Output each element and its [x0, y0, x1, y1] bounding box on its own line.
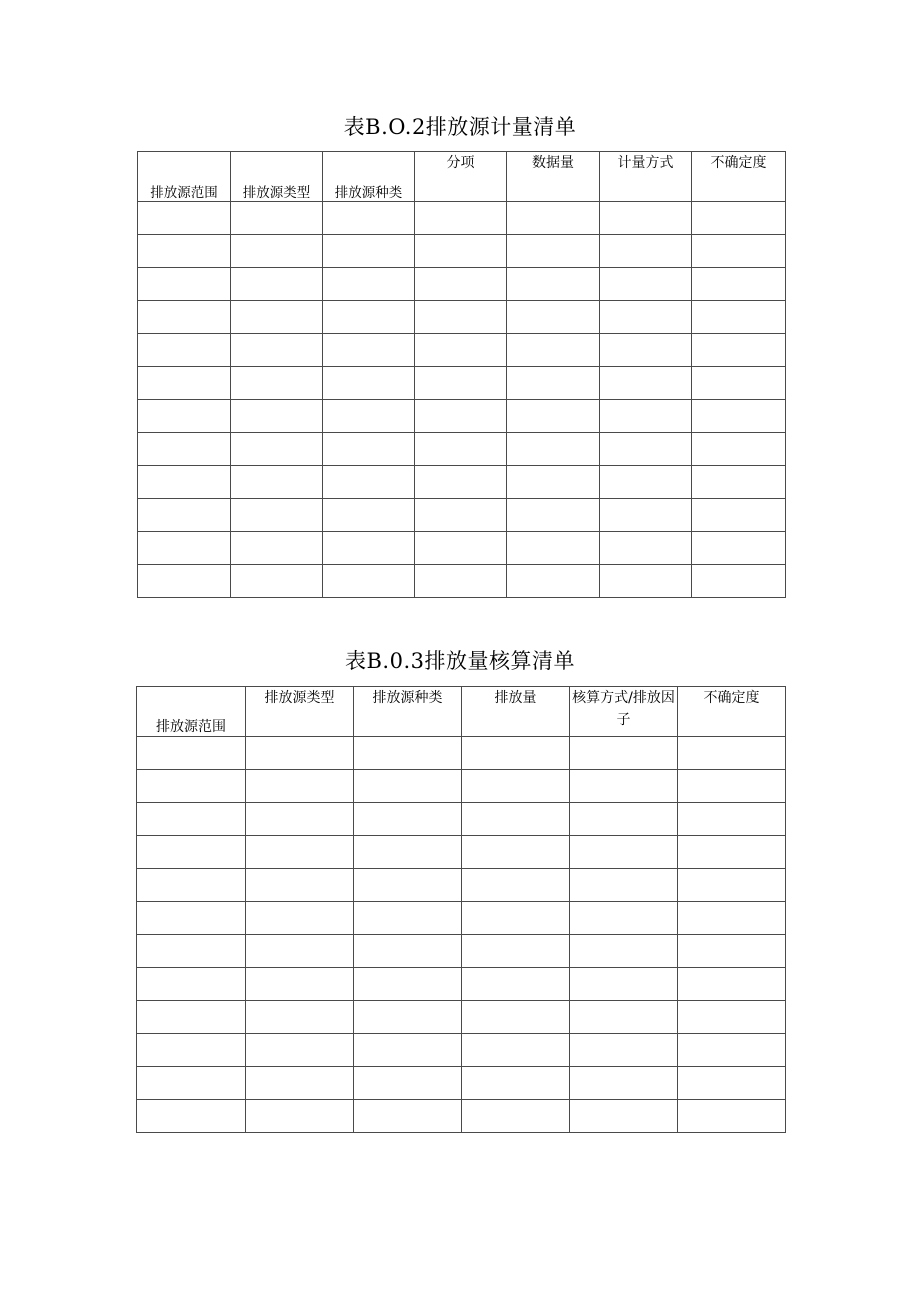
table-1-cell[interactable] — [600, 400, 692, 433]
table-2-cell[interactable] — [678, 968, 786, 1001]
table-2-cell[interactable] — [137, 1001, 246, 1034]
table-2-cell[interactable] — [678, 869, 786, 902]
table-2-cell[interactable] — [137, 737, 246, 770]
table-1-cell[interactable] — [323, 499, 415, 532]
table-2-cell[interactable] — [246, 1034, 354, 1067]
table-1-row — [138, 466, 786, 499]
table-2-cell[interactable] — [462, 902, 570, 935]
table-1-cell[interactable] — [231, 235, 323, 268]
table-1-cell[interactable] — [138, 433, 231, 466]
table-1-cell[interactable] — [415, 334, 507, 367]
table-2-cell[interactable] — [246, 737, 354, 770]
table-1-cell[interactable] — [231, 268, 323, 301]
table-1-cell[interactable] — [323, 433, 415, 466]
table-1-cell[interactable] — [415, 499, 507, 532]
table-2-cell[interactable] — [570, 1034, 678, 1067]
table-1-cell[interactable] — [231, 433, 323, 466]
table-2-cell[interactable] — [354, 1067, 462, 1100]
table-2-row — [137, 836, 786, 869]
table-1-cell[interactable] — [600, 532, 692, 565]
table-1-cell[interactable] — [231, 367, 323, 400]
table-1-row — [138, 268, 786, 301]
table-1-cell[interactable] — [415, 400, 507, 433]
table-1-cell[interactable] — [600, 235, 692, 268]
table-2-header-cell: 排放源范围 — [137, 687, 246, 737]
table-1-cell[interactable] — [600, 433, 692, 466]
table-1-header-cell: 分项 — [415, 152, 507, 202]
table-1-caption: 表B.O.2排放源计量清单 — [343, 115, 577, 139]
table-1-cell[interactable] — [507, 202, 600, 235]
table-2-cell[interactable] — [246, 968, 354, 1001]
table-1-cell[interactable] — [138, 532, 231, 565]
emission-source-metering-table — [137, 151, 786, 598]
table-1-row — [138, 202, 786, 235]
table-1-cell[interactable] — [600, 334, 692, 367]
table-1-row — [138, 565, 786, 598]
table-2-cell[interactable] — [354, 1001, 462, 1034]
table-2-cell[interactable] — [354, 1034, 462, 1067]
table-1-header-cell: 数据量 — [507, 152, 600, 202]
table-2-cell[interactable] — [570, 737, 678, 770]
table-2-cell[interactable] — [354, 803, 462, 836]
table-2-cell[interactable] — [354, 737, 462, 770]
table-1-cell[interactable] — [231, 532, 323, 565]
table-1-cell[interactable] — [692, 334, 786, 367]
table-1-cell[interactable] — [323, 202, 415, 235]
table-1-cell[interactable] — [415, 367, 507, 400]
table-1-cell[interactable] — [231, 202, 323, 235]
table-1-cell[interactable] — [138, 400, 231, 433]
table-1-cell[interactable] — [415, 532, 507, 565]
table-2-header-cell: 不确定度 — [678, 687, 786, 737]
table-2-cell[interactable] — [462, 770, 570, 803]
table-2-cell[interactable] — [137, 1034, 246, 1067]
table-2-cell[interactable] — [462, 836, 570, 869]
table-1-row — [138, 433, 786, 466]
table-2-cell[interactable] — [678, 836, 786, 869]
table-2-cell[interactable] — [570, 803, 678, 836]
table-1-row — [138, 367, 786, 400]
table-2-cell[interactable] — [462, 968, 570, 1001]
table-2-cell[interactable] — [678, 902, 786, 935]
table-2-cell[interactable] — [462, 1034, 570, 1067]
table-2-cell[interactable] — [570, 770, 678, 803]
table-2-cell[interactable] — [570, 968, 678, 1001]
table-2-cell[interactable] — [354, 1100, 462, 1133]
table-2-cell[interactable] — [462, 935, 570, 968]
table-1-body — [138, 202, 786, 598]
table-2-row — [137, 1100, 786, 1133]
table-2-header-cell: 排放源类型 — [246, 687, 354, 737]
table-1-cell[interactable] — [692, 433, 786, 466]
table-2-cell[interactable] — [246, 1100, 354, 1133]
table-1-cell[interactable] — [692, 202, 786, 235]
table-1-cell[interactable] — [323, 565, 415, 598]
table-2-cell[interactable] — [570, 1067, 678, 1100]
table-2-cell[interactable] — [246, 770, 354, 803]
table-2-row — [137, 803, 786, 836]
table-2-header-cell: 核算方式/排放因子 — [570, 687, 678, 737]
table-1-cell[interactable] — [692, 532, 786, 565]
table-1-header-cell: 计量方式 — [600, 152, 692, 202]
table-1-cell[interactable] — [231, 400, 323, 433]
table-2-header-row — [137, 687, 786, 737]
table-2-cell[interactable] — [354, 770, 462, 803]
table-2-cell[interactable] — [246, 1067, 354, 1100]
table-2-row — [137, 968, 786, 1001]
table-1-cell[interactable] — [692, 301, 786, 334]
table-2-cell[interactable] — [246, 1001, 354, 1034]
table-1-header-cell: 排放源类型 — [231, 152, 323, 202]
table-2-cell[interactable] — [678, 935, 786, 968]
table-1-cell[interactable] — [323, 334, 415, 367]
table-2-cell[interactable] — [678, 1067, 786, 1100]
table-1-cell[interactable] — [507, 367, 600, 400]
table-2-cell[interactable] — [354, 935, 462, 968]
table-1-cell[interactable] — [600, 499, 692, 532]
table-2-cell[interactable] — [137, 1067, 246, 1100]
table-1-header-cell: 排放源范围 — [138, 152, 231, 202]
table-1-cell[interactable] — [323, 367, 415, 400]
table-2-cell[interactable] — [246, 836, 354, 869]
table-1-cell[interactable] — [231, 334, 323, 367]
table-1-cell[interactable] — [323, 400, 415, 433]
table-2-row — [137, 1001, 786, 1034]
table-2-cell[interactable] — [137, 869, 246, 902]
table-1-row — [138, 235, 786, 268]
table-2-cell[interactable] — [462, 803, 570, 836]
table-2-row — [137, 869, 786, 902]
table-1-cell[interactable] — [692, 235, 786, 268]
table-2-cell[interactable] — [570, 935, 678, 968]
table-1-cell[interactable] — [600, 268, 692, 301]
table-1-cell[interactable] — [323, 532, 415, 565]
table-2-cell[interactable] — [678, 770, 786, 803]
table-2-cell[interactable] — [137, 902, 246, 935]
table-1-cell[interactable] — [507, 433, 600, 466]
table-2-cell[interactable] — [462, 1067, 570, 1100]
table-1-cell[interactable] — [415, 268, 507, 301]
table-1-cell[interactable] — [507, 268, 600, 301]
table-1-cell[interactable] — [323, 235, 415, 268]
table-2-cell[interactable] — [137, 968, 246, 1001]
table-2-header-cell: 排放量 — [462, 687, 570, 737]
table-2-cell[interactable] — [354, 968, 462, 1001]
table-2-cell[interactable] — [678, 1100, 786, 1133]
table-1-cell[interactable] — [692, 400, 786, 433]
table-1-cell[interactable] — [231, 499, 323, 532]
table-1-cell[interactable] — [415, 466, 507, 499]
table-1-cell[interactable] — [692, 499, 786, 532]
table-2-cell[interactable] — [137, 935, 246, 968]
table-2-cell[interactable] — [137, 770, 246, 803]
table-1-cell[interactable] — [507, 466, 600, 499]
table-1-cell[interactable] — [600, 301, 692, 334]
table-1-cell[interactable] — [507, 301, 600, 334]
table-1-cell[interactable] — [507, 235, 600, 268]
table-1-cell[interactable] — [231, 466, 323, 499]
table-1-cell[interactable] — [415, 235, 507, 268]
table-1-cell[interactable] — [600, 202, 692, 235]
table-2-row — [137, 1067, 786, 1100]
table-1-cell[interactable] — [692, 268, 786, 301]
table-2-cell[interactable] — [678, 1001, 786, 1034]
table-1-cell[interactable] — [138, 466, 231, 499]
table-1-cell[interactable] — [138, 235, 231, 268]
table-1-header-row — [138, 152, 786, 202]
table-1-cell[interactable] — [600, 367, 692, 400]
table-2-cell[interactable] — [678, 1034, 786, 1067]
table-2-cell[interactable] — [462, 1001, 570, 1034]
table-1-row — [138, 301, 786, 334]
table-2-row — [137, 770, 786, 803]
table-1-cell[interactable] — [692, 565, 786, 598]
table-2-cell[interactable] — [246, 803, 354, 836]
table-2-row — [137, 935, 786, 968]
table-1-cell[interactable] — [507, 532, 600, 565]
table-2-cell[interactable] — [246, 935, 354, 968]
table-1-cell[interactable] — [415, 565, 507, 598]
table-2-cell[interactable] — [570, 1001, 678, 1034]
table-1-cell[interactable] — [231, 565, 323, 598]
table-2-cell[interactable] — [462, 737, 570, 770]
table-1-cell[interactable] — [323, 301, 415, 334]
table-2-header-cell: 排放源种类 — [354, 687, 462, 737]
table-1-cell[interactable] — [138, 334, 231, 367]
table-1-cell[interactable] — [692, 466, 786, 499]
table-1-cell[interactable] — [600, 466, 692, 499]
table-2-cell[interactable] — [137, 1100, 246, 1133]
table-1-cell[interactable] — [138, 367, 231, 400]
table-1-cell[interactable] — [138, 268, 231, 301]
table-1-header-cell: 不确定度 — [692, 152, 786, 202]
table-1-cell[interactable] — [138, 499, 231, 532]
table-2-cell[interactable] — [462, 1100, 570, 1133]
table-2-cell[interactable] — [462, 869, 570, 902]
table-2-cell[interactable] — [137, 836, 246, 869]
table-2-cell[interactable] — [137, 803, 246, 836]
table-1-cell[interactable] — [692, 367, 786, 400]
table-1-row — [138, 400, 786, 433]
table-2-cell[interactable] — [354, 836, 462, 869]
table-2-row — [137, 737, 786, 770]
table-1-cell[interactable] — [231, 301, 323, 334]
table-1-cell[interactable] — [507, 499, 600, 532]
table-2-row — [137, 902, 786, 935]
table-1-cell[interactable] — [507, 400, 600, 433]
table-1-cell[interactable] — [415, 433, 507, 466]
table-1-cell[interactable] — [323, 268, 415, 301]
table-1-cell[interactable] — [415, 202, 507, 235]
table-2-caption: 表B.0.3排放量核算清单 — [344, 649, 575, 673]
table-2-cell[interactable] — [678, 737, 786, 770]
table-1-header-cell: 排放源种类 — [323, 152, 415, 202]
table-2-cell[interactable] — [570, 902, 678, 935]
table-1-row — [138, 334, 786, 367]
table-2-body — [137, 737, 786, 1133]
table-1-cell[interactable] — [415, 301, 507, 334]
table-1-cell[interactable] — [138, 565, 231, 598]
table-1-row — [138, 499, 786, 532]
table-2-cell[interactable] — [354, 869, 462, 902]
emission-accounting-table — [136, 686, 786, 1133]
table-1-cell[interactable] — [138, 202, 231, 235]
table-1-cell[interactable] — [507, 565, 600, 598]
table-2-cell[interactable] — [354, 902, 462, 935]
table-2-cell[interactable] — [570, 869, 678, 902]
table-2-cell[interactable] — [678, 803, 786, 836]
table-2-row — [137, 1034, 786, 1067]
table-2-cell[interactable] — [570, 836, 678, 869]
table-1-row — [138, 532, 786, 565]
table-1-cell[interactable] — [323, 466, 415, 499]
table-1-cell[interactable] — [138, 301, 231, 334]
table-2-cell[interactable] — [570, 1100, 678, 1133]
table-2-cell[interactable] — [246, 902, 354, 935]
table-2-cell[interactable] — [246, 869, 354, 902]
table-1-cell[interactable] — [600, 565, 692, 598]
table-1-cell[interactable] — [507, 334, 600, 367]
